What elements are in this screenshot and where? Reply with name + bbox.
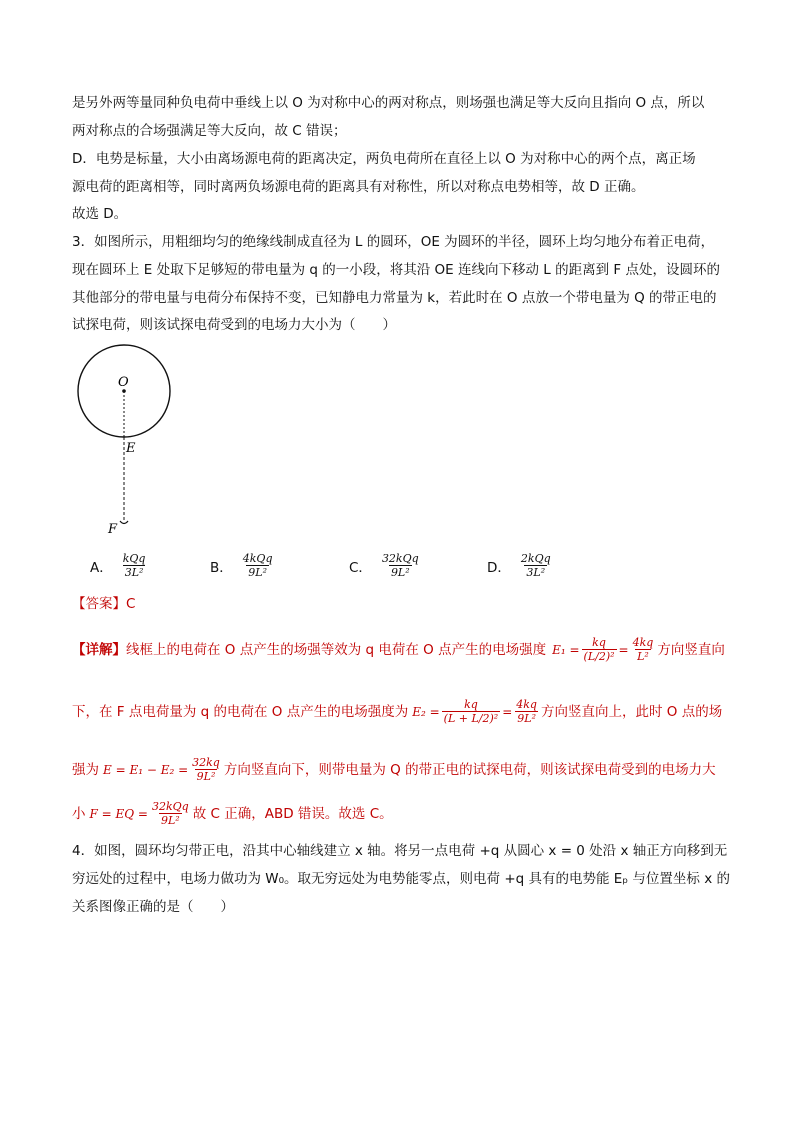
option-b[interactable] <box>210 552 277 579</box>
option-b-fraction <box>241 552 275 579</box>
formula-e3-den: 9L² <box>196 770 216 783</box>
formula-e2-frac2 <box>514 698 539 725</box>
q4-stem-line-2: 穷远处的过程中，电场力做功为 W₀。取无穷远处为电势能零点，则电荷 +q 具有的电势能 Eₚ 与位置坐标 x 的 <box>72 871 730 887</box>
detail-tag: 【详解】 <box>72 641 126 658</box>
formula-e1-equals: = <box>618 642 629 657</box>
detail-line-3 <box>72 756 716 783</box>
label-e: E <box>126 441 136 456</box>
label-o: O <box>118 375 129 390</box>
ring-diagram <box>70 340 190 540</box>
option-c-denominator: 9L² <box>390 566 410 579</box>
prev-text-line-2: 两对称点的合场强满足等大反向，故 C 错误； <box>72 123 347 139</box>
q4-stem-line-1: 4．如图，圆环均匀带正电，沿其中心轴线建立 x 轴。将另一点电荷 +q 从圆心 x = 0 处沿 x 轴正方向移到无 <box>72 843 728 859</box>
formula-e1-frac2 <box>631 636 656 663</box>
detail-text-4a: 小 <box>72 805 86 822</box>
option-d-fraction <box>519 552 553 579</box>
formula-e3-num: 32kq <box>192 756 220 769</box>
detail-text-1b: 方向竖直向 <box>657 641 725 658</box>
detail-text-2a: 下，在 F 点电荷量为 q 的电荷在 O 点产生的电场强度为 <box>72 703 409 720</box>
option-a[interactable] <box>90 552 149 579</box>
formula-e2-frac1-den: (L + L/2)² <box>443 712 499 725</box>
formula-e3-lhs: E = E₁ − E₂ = <box>103 762 189 777</box>
formula-e2-lhs: E₂ = <box>412 704 440 719</box>
formula-f-num: 32kQq <box>151 800 189 813</box>
detail-line-1 <box>72 636 725 663</box>
detail-text-3b: 方向竖直向下，则带电量为 Q 的带正电的试探电荷，则该试探电荷受到的电场力大 <box>223 761 716 778</box>
formula-e2-frac2-den: 9L² <box>517 712 536 725</box>
prev-answer-line: 故选 D。 <box>72 206 128 222</box>
small-charge-at-f <box>120 521 128 524</box>
detail-line-4 <box>72 800 393 827</box>
prev-text-line-1: 是另外两等量同种负电荷中垂线上以 O 为对称中心的两对称点，则场强也满足等大反向且指向 O 点，所以 <box>72 95 705 111</box>
formula-e1-frac2-num: 4kq <box>632 636 654 649</box>
option-b-label: B． <box>210 559 233 576</box>
formula-e2-frac1-num: kq <box>464 698 478 711</box>
q3-stem-line-3: 其他部分的带电量与电荷分布保持不变，已知静电力常量为 k，若此时在 O 点放一个带电量为 Q 的带正电的 <box>72 290 717 306</box>
formula-e1-frac1 <box>582 636 617 663</box>
formula-e2-frac2-num: 4kq <box>516 698 537 711</box>
option-a-fraction <box>121 552 148 579</box>
formula-e1-frac1-num: kq <box>592 636 606 649</box>
option-c-numerator: 32kQq <box>381 552 419 565</box>
formula-f-frac <box>150 800 191 827</box>
option-d-numerator: 2kQq <box>520 552 551 565</box>
q3-stem-line-4: 试探电荷，则该试探电荷受到的电场力大小为（ ） <box>72 317 396 333</box>
option-a-label: A． <box>90 559 113 576</box>
formula-e2-equals: = <box>502 704 513 719</box>
detail-text-4b: 故 C 正确，ABD 错误。故选 C。 <box>192 805 393 822</box>
option-b-numerator: 4kQq <box>242 552 273 565</box>
detail-text-2b: 方向竖直向上，此时 O 点的场 <box>540 703 723 720</box>
option-b-denominator: 9L² <box>248 566 267 579</box>
option-c-label: C． <box>349 559 372 576</box>
option-d[interactable] <box>487 552 555 579</box>
q3-stem-line-2: 现在圆环上 E 处取下足够短的带电量为 q 的一小段，将其沿 OE 连线向下移动 L 的距离到 F 点处，设圆环的 <box>72 262 720 278</box>
answer-line: 【答案】C <box>72 596 136 612</box>
formula-e1-lhs: E₁ = <box>552 642 580 657</box>
prev-text-line-4: 源电荷的距离相等，同时离两负场源电荷的距离具有对称性，所以对称点电势相等，故 D 正确。 <box>72 179 645 195</box>
option-a-denominator: 3L² <box>124 566 144 579</box>
formula-e3-frac <box>190 756 222 783</box>
q3-stem-line-1: 3．如图所示，用粗细均匀的绝缘线制成直径为 L 的圆环，OE 为圆环的半径，圆环上均匀地分布着正电荷， <box>72 234 715 250</box>
option-a-numerator: kQq <box>122 552 146 565</box>
formula-e1-frac1-den: (L/2)² <box>583 650 615 663</box>
formula-f-lhs: F = EQ = <box>89 806 148 821</box>
option-d-label: D． <box>487 559 511 576</box>
detail-text-1a: 线框上的电荷在 O 点产生的场强等效为 q 电荷在 O 点产生的电场强度 <box>126 641 547 658</box>
option-c[interactable] <box>349 552 423 579</box>
prev-text-line-3: D．电势是标量，大小由离场源电荷的距离决定，两负电荷所在直径上以 O 为对称中心的两个点，离正场 <box>72 151 696 167</box>
detail-text-3a: 强为 <box>72 761 99 778</box>
formula-f-den: 9L² <box>160 814 180 827</box>
detail-line-2 <box>72 698 722 725</box>
formula-e1-frac2-den: L² <box>637 650 649 663</box>
option-d-denominator: 3L² <box>526 566 546 579</box>
option-c-fraction <box>380 552 421 579</box>
label-f: F <box>108 522 118 537</box>
q4-stem-line-3: 关系图像正确的是（ ） <box>72 899 234 915</box>
formula-e2-frac1 <box>442 698 501 725</box>
